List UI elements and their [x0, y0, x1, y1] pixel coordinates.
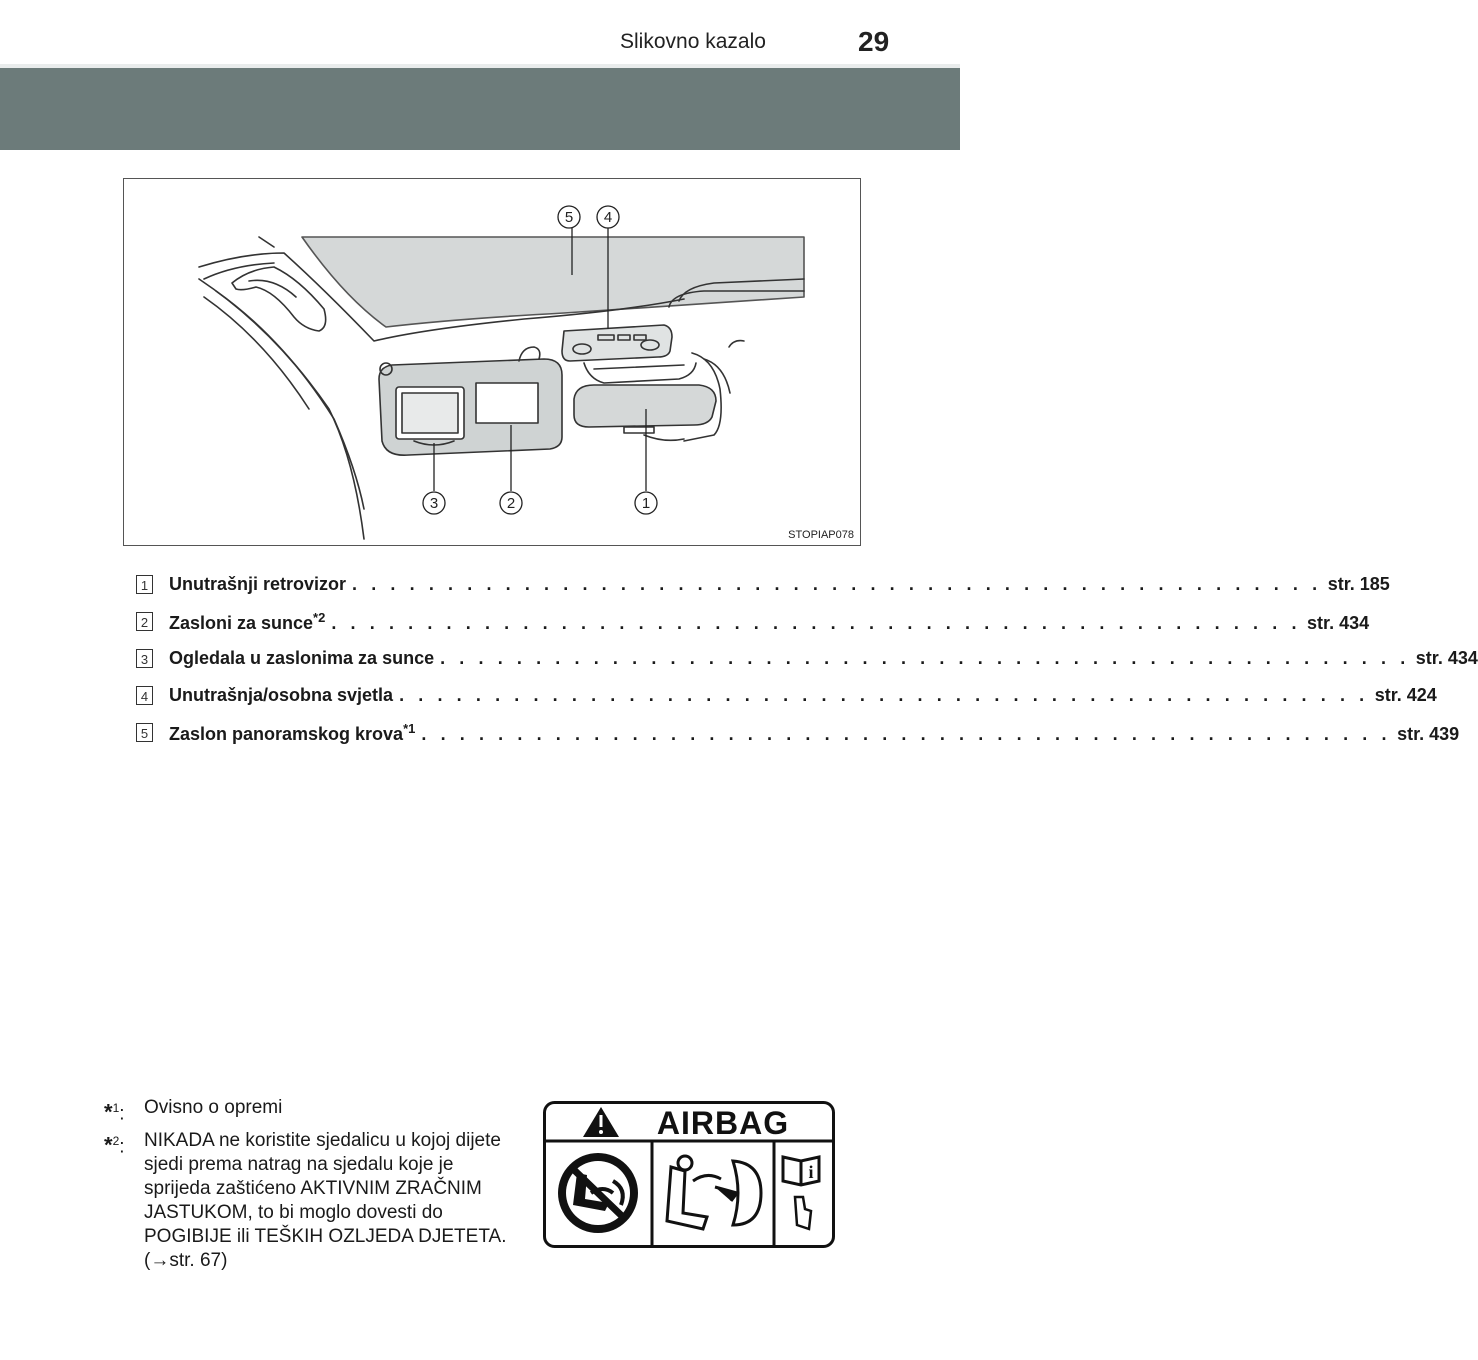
section-title: Slikovno kazalo [620, 30, 766, 53]
index-item[interactable]: 3 Ogledala u zaslonima za sunce . . . . . . . . . . . . . . . . . . . . . . . . . . . . . . . . . . . . . . . . . . . . . . . . . . . str. 434 [136, 640, 826, 677]
airbag-title: AIRBAG [656, 1105, 790, 1141]
interior-illustration [123, 178, 861, 546]
callout-label-1: 1 [641, 495, 651, 512]
item-number: 3 [136, 649, 153, 668]
callout-label-5: 5 [564, 209, 574, 226]
item-number: 5 [136, 723, 153, 742]
footnote-ref: *1 [403, 720, 416, 736]
item-label: Zasloni za sunce [169, 612, 314, 633]
item-label: Unutrašnji retrovizor [169, 574, 347, 594]
item-page: str. 424 [1374, 685, 1437, 705]
item-label: Unutrašnja/osobna svjetla [169, 685, 394, 705]
grab-handle [232, 267, 326, 331]
item-page: str. 185 [1327, 574, 1390, 594]
index-list [136, 566, 1478, 751]
index-item[interactable]: 2 Zasloni za sunce$^{*2}$ . . . . . . . . . . . . . . . . . . . . . . . . . . . . . . . . . . . . . . . . . . . . . . . . . . . str. 434 [136, 603, 826, 640]
section-banner [0, 68, 960, 150]
index-item[interactable]: 4 Unutrašnja/osobna svjetla . . . . . . . . . . . . . . . . . . . . . . . . . . . . . . . . . . . . . . . . . . . . . . . . . . . str. 424 [136, 677, 826, 714]
item-number: 2 [136, 612, 153, 631]
car-headliner-drawing [124, 179, 860, 545]
index-item[interactable]: 1 Unutrašnji retrovizor . . . . . . . . . . . . . . . . . . . . . . . . . . . . . . . . . . . . . . . . . . . . . . . . . . . str. 185 [136, 566, 826, 603]
overhead-console [562, 325, 672, 361]
index-item[interactable]: 5 Zaslon panoramskog krova$^{*1}$ . . . . . . . . . . . . . . . . . . . . . . . . . . . . . . . . . . . . . . . . . . . . . . . . . . . str. 439 [136, 714, 826, 751]
no-child-seat-icon [558, 1153, 638, 1233]
airbag-warning-label [543, 1101, 835, 1248]
footnote-1: *$^1$: Ovisno o opremi [104, 1096, 514, 1126]
footnote-text: NIKADA ne koristite sjedalicu u kojoj dijete sjedi prema natrag na sjedalu koje je sprijeda zaštićeno AKTIVNIM ZRAČNIM JASTUKOM, to bi moglo dovesti do POGIBIJE ili TEŠKIH OZLJEDA DJETETA. (→str. 67) [144, 1130, 507, 1272]
item-page: str. 434 [1307, 612, 1370, 633]
item-page: str. 439 [1397, 723, 1460, 744]
callout-label-3: 3 [429, 495, 439, 512]
page-header [0, 0, 960, 68]
item-number: 4 [136, 686, 153, 705]
callout-label-4: 4 [603, 209, 613, 226]
rear-view-mirror [574, 385, 716, 427]
item-page: str. 434 [1415, 648, 1478, 668]
footnote-ref: *2 [313, 609, 326, 625]
page-number: 29 [858, 26, 890, 57]
figure-code: STOPIAP078 [788, 529, 854, 541]
item-label: Ogledala u zaslonima za sunce [169, 648, 435, 668]
footnote-text: Ovisno o opremi [144, 1097, 283, 1118]
item-number: 1 [136, 575, 153, 594]
callout-label-2: 2 [506, 495, 516, 512]
svg-text:i: i [808, 1162, 814, 1182]
footnotes [104, 1096, 514, 1276]
item-label: Zaslon panoramskog krova [169, 723, 404, 744]
footnote-2: *$^2$: NIKADA ne koristite sjedalicu u kojoj dijete sjedi prema natrag na sjedalu koje je sprijeda zaštićeno AKTIVNIM ZRAČNIM JASTUKOM, to bi moglo dovesti do POGIBIJE ili TEŠKIH OZLJEDA DJETETA. (→str. 67) [104, 1129, 514, 1273]
